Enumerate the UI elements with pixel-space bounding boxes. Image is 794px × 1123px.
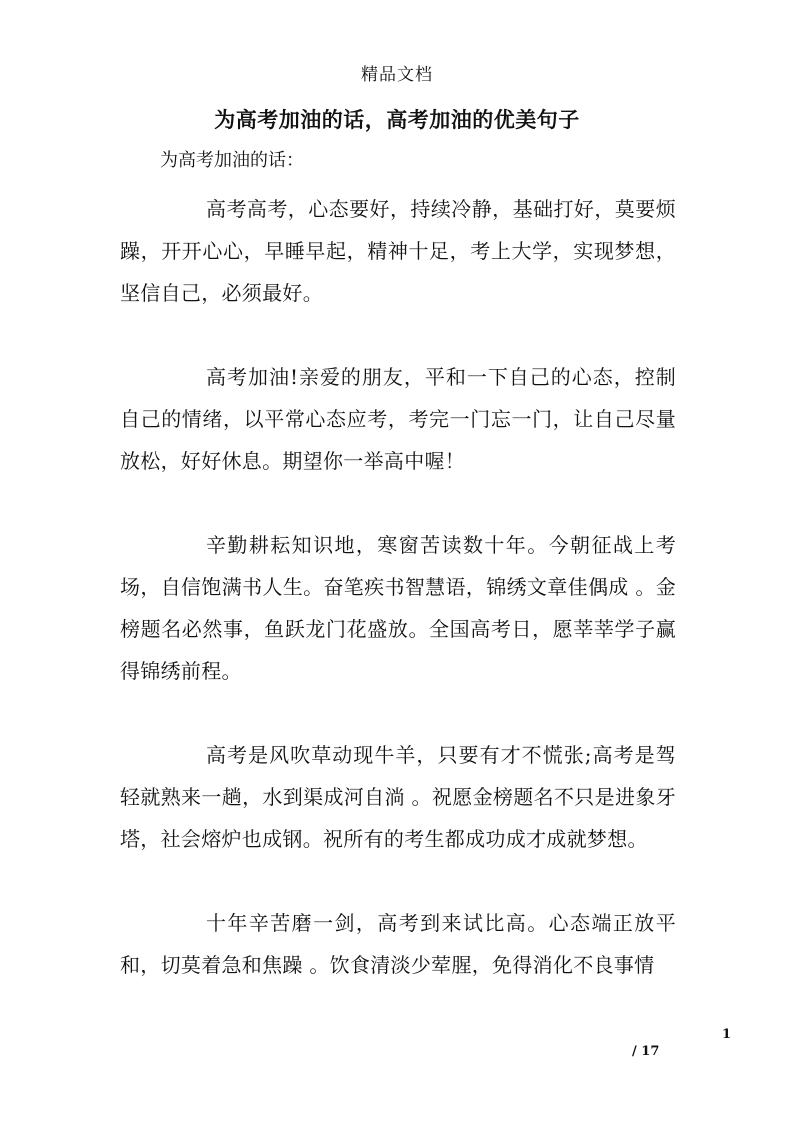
- document-title: 为高考加油的话，高考加油的优美句子: [214, 107, 580, 132]
- paragraph-2: 高考加油!亲爱的朋友，平和一下自己的心态，控制自己的情绪，以平常心态应考，考完一门忘一门，让自己尽量放松，好好休息。期望你一举高中喔！: [120, 365, 676, 473]
- intro-line: 为高考加油的话：: [160, 150, 304, 171]
- page-total: / 17: [632, 1044, 660, 1059]
- paragraph-4: 高考是风吹草动现牛羊，只要有才不慌张;高考是驾轻就熟来一趟，水到渠成河自淌 。祝愿金榜题名不只是进象牙塔，社会熔炉也成钢。祝所有的考生都成功成才成就梦想。: [120, 743, 676, 851]
- document-body: [120, 148, 676, 986]
- header-label: 精品文档: [361, 65, 433, 85]
- paragraph-1: 高考高考，心态要好，持续冷静，基础打好，莫要烦躁，开开心心，早睡早起，精神十足，考上大学，实现梦想，坚信自己，必须最好。: [120, 197, 676, 305]
- paragraph-3: 辛勤耕耘知识地，寒窗苦读数十年。今朝征战上考场，自信饱满书人生。奋笔疾书智慧语，锦绣文章佳偶成 。金榜题名必然事，鱼跃龙门花盛放。全国高考日，愿莘莘学子赢得锦绣前程。: [120, 533, 676, 683]
- paragraph-5: 十年辛苦磨一剑，高考到来试比高。心态端正放平和，切莫着急和焦躁 。饮食清淡少荤腥，免得消化不良事情: [120, 911, 676, 977]
- page-number: 1: [722, 1027, 732, 1042]
